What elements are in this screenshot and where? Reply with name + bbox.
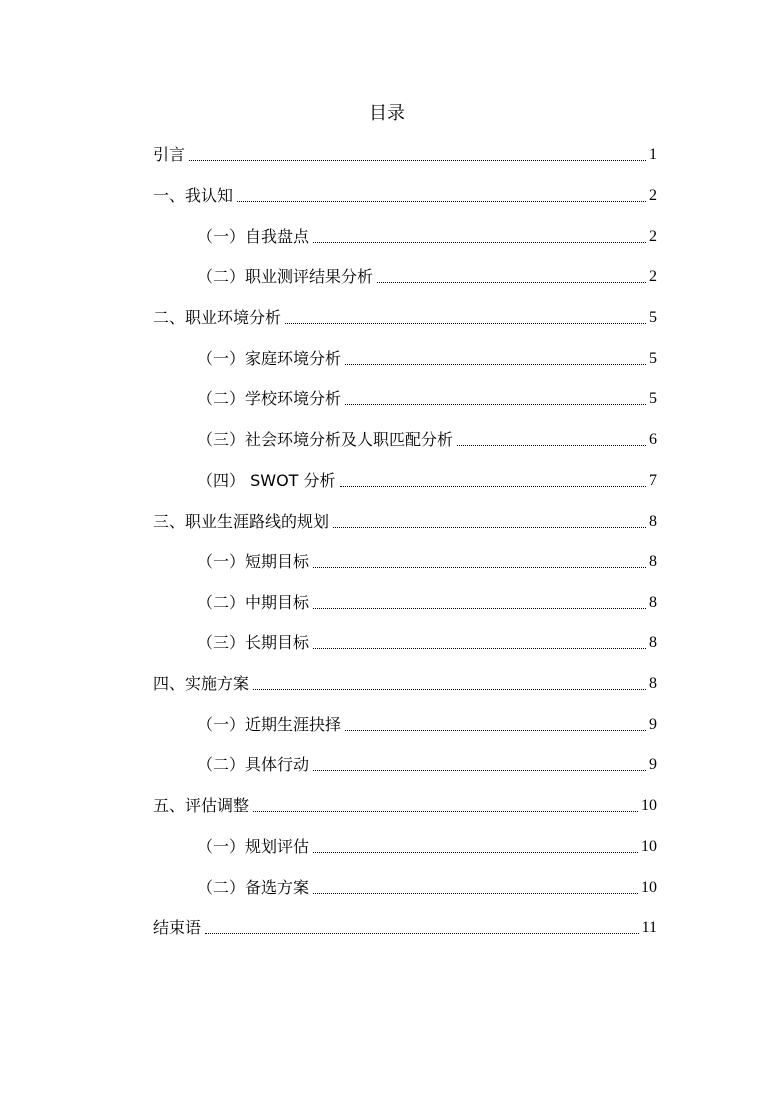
toc-entry[interactable] bbox=[153, 184, 657, 208]
toc-entry-label: 引言 bbox=[153, 145, 186, 164]
toc-entry[interactable] bbox=[197, 469, 657, 493]
toc-dot-leader bbox=[189, 159, 646, 161]
toc-entry-page: 8 bbox=[649, 594, 657, 611]
toc-entry-label: 二、职业环境分析 bbox=[153, 308, 282, 327]
toc-dot-leader bbox=[313, 892, 638, 894]
toc-entry-page: 2 bbox=[649, 228, 657, 245]
toc-entry[interactable] bbox=[153, 510, 657, 534]
toc-dot-leader bbox=[345, 363, 646, 365]
toc-entry-page: 9 bbox=[649, 716, 657, 733]
toc-dot-leader bbox=[340, 485, 646, 487]
toc-entry[interactable] bbox=[153, 306, 657, 330]
toc-entry[interactable] bbox=[197, 713, 657, 737]
toc-entry-label: （二）中期目标 bbox=[197, 593, 310, 612]
toc-entry-label: 三、职业生涯路线的规划 bbox=[153, 512, 330, 531]
toc-entry-label: （二）职业测评结果分析 bbox=[197, 267, 374, 286]
toc-dot-leader bbox=[313, 241, 646, 243]
toc-entry-page: 2 bbox=[649, 187, 657, 204]
toc-entry-page: 1 bbox=[649, 146, 657, 163]
toc-entry-page: 8 bbox=[649, 634, 657, 651]
toc-entry-label: （一）家庭环境分析 bbox=[197, 349, 342, 368]
toc-entry-label: （一）自我盘点 bbox=[197, 227, 310, 246]
toc-dot-leader bbox=[345, 403, 646, 405]
toc-dot-leader bbox=[253, 810, 638, 812]
toc-entry-page: 8 bbox=[649, 553, 657, 570]
toc-entry[interactable] bbox=[153, 794, 657, 818]
toc-dot-leader bbox=[205, 932, 639, 934]
toc-entry-page: 5 bbox=[649, 309, 657, 326]
toc-dot-leader bbox=[345, 729, 646, 731]
toc-dot-leader bbox=[313, 647, 646, 649]
toc-entry[interactable] bbox=[197, 753, 657, 777]
toc-entry[interactable] bbox=[153, 916, 657, 940]
toc-entry-page: 6 bbox=[649, 431, 657, 448]
toc-dot-leader bbox=[457, 444, 646, 446]
toc-entry[interactable] bbox=[197, 225, 657, 249]
toc-entry-page: 11 bbox=[641, 919, 657, 936]
toc-entry-page: 7 bbox=[649, 472, 657, 489]
toc-dot-leader bbox=[313, 566, 646, 568]
toc-entry-label: （三）长期目标 bbox=[197, 633, 310, 652]
toc-entry[interactable] bbox=[197, 550, 657, 574]
toc-dot-leader bbox=[253, 688, 646, 690]
page-title: 目录 bbox=[369, 103, 405, 124]
toc-entry-label: （四） SWOT 分析 bbox=[197, 471, 336, 490]
toc-entry-label: （一）短期目标 bbox=[197, 552, 310, 571]
toc-entry-page: 9 bbox=[649, 756, 657, 773]
toc-entry-label: （一）规划评估 bbox=[197, 837, 310, 856]
toc-entry[interactable] bbox=[197, 876, 657, 900]
toc-entry-page: 10 bbox=[641, 838, 657, 855]
toc-entry[interactable] bbox=[197, 835, 657, 859]
toc-dot-leader bbox=[333, 526, 646, 528]
toc-dot-leader bbox=[313, 851, 638, 853]
toc-entry-page: 10 bbox=[641, 797, 657, 814]
toc-entry-label: 结束语 bbox=[153, 918, 202, 937]
toc-entry-label: （一）近期生涯抉择 bbox=[197, 715, 342, 734]
toc-entry-label: （二）备选方案 bbox=[197, 878, 310, 897]
toc-dot-leader bbox=[313, 769, 646, 771]
toc-entry[interactable] bbox=[153, 672, 657, 696]
toc-entry-label: 五、评估调整 bbox=[153, 796, 250, 815]
toc-entry-label: 一、我认知 bbox=[153, 186, 234, 205]
toc-entry[interactable] bbox=[197, 591, 657, 615]
toc-entry[interactable] bbox=[197, 631, 657, 655]
toc-entry-label: 四、实施方案 bbox=[153, 674, 250, 693]
toc-entry[interactable] bbox=[197, 428, 657, 452]
toc-entry-page: 8 bbox=[649, 513, 657, 530]
toc-entry-page: 8 bbox=[649, 675, 657, 692]
toc-entry[interactable] bbox=[197, 265, 657, 289]
toc-dot-leader bbox=[237, 200, 646, 202]
toc-dot-leader bbox=[285, 322, 646, 324]
toc-entry-page: 10 bbox=[641, 879, 657, 896]
toc-entry[interactable] bbox=[197, 347, 657, 371]
toc-entry-page: 5 bbox=[649, 350, 657, 367]
toc-entry[interactable] bbox=[153, 143, 657, 167]
toc-dot-leader bbox=[377, 281, 646, 283]
toc-entry-label: （三）社会环境分析及人职匹配分析 bbox=[197, 430, 454, 449]
toc-entry-label: （二）具体行动 bbox=[197, 755, 310, 774]
toc-entry-label: （二）学校环境分析 bbox=[197, 389, 342, 408]
toc-dot-leader bbox=[313, 607, 646, 609]
toc-entry-page: 2 bbox=[649, 268, 657, 285]
toc-entry[interactable] bbox=[197, 387, 657, 411]
toc-entry-page: 5 bbox=[649, 390, 657, 407]
